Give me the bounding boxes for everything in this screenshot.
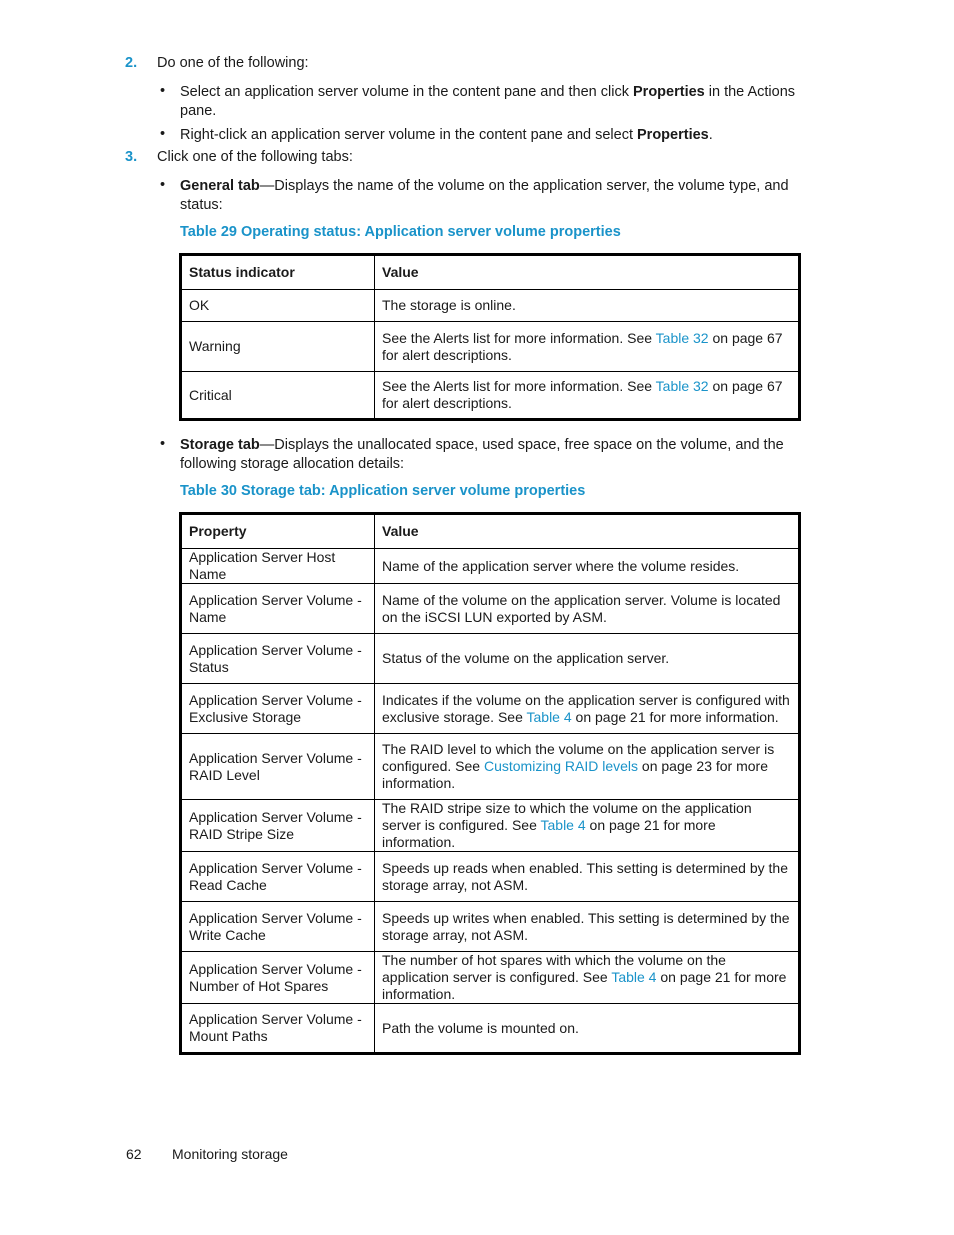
cell-value: Name of the application server where the volume resides.: [375, 549, 800, 584]
table-row: [181, 290, 800, 322]
bullet-icon: •: [160, 83, 166, 99]
bullet-text: Select an application server volume in the content pane and then click Properties in the Actions pane.: [180, 84, 796, 119]
cell-property: Application Server Volume - Read Cache: [181, 852, 375, 902]
footer-section-title: Monitoring storage: [172, 1146, 288, 1162]
cell-value: Speeds up writes when enabled. This setting is determined by the storage array, not ASM.: [375, 902, 800, 952]
cell-status: OK: [181, 290, 375, 322]
cell-value: Speeds up reads when enabled. This setting is determined by the storage array, not ASM.: [375, 852, 800, 902]
table-link[interactable]: Customizing RAID levels: [483, 758, 639, 774]
cell-property: Application Server Volume - Exclusive Storage: [181, 684, 375, 734]
column-header: Value: [375, 255, 800, 290]
table-row: [181, 684, 800, 734]
cell-value: The RAID stripe size to which the volume on the application server is configured. See Table 4 on page 21 for more information.: [375, 800, 800, 852]
table-header-row: [181, 514, 800, 549]
cell-property: Application Server Volume - RAID Level: [181, 734, 375, 800]
table-caption: Table 30 Storage tab: Application server volume properties: [180, 483, 586, 499]
storage-tab-description: Storage tab—Displays the unallocated space, used space, free space on the volume, and the following storage allocation details:: [180, 437, 784, 472]
column-header: Property: [181, 514, 375, 549]
bullet-icon: •: [160, 177, 166, 193]
cell-value: Path the volume is mounted on.: [375, 1004, 800, 1054]
cell-property: Application Server Volume - RAID Stripe Size: [181, 800, 375, 852]
column-header: Value: [375, 514, 800, 549]
cell-property: Application Server Volume - Mount Paths: [181, 1004, 375, 1054]
table-row: [181, 800, 800, 852]
table-link[interactable]: Table 4: [540, 817, 586, 833]
bullet-text: Right-click an application server volume in the content pane and select Properties.: [180, 127, 713, 143]
table-row: [181, 584, 800, 634]
column-header: Status indicator: [181, 255, 375, 290]
table-link[interactable]: Table 32: [655, 329, 709, 346]
table-row: [181, 634, 800, 684]
table-row: [181, 549, 800, 584]
table-row: [181, 1004, 800, 1054]
table-caption: Table 29 Operating status: Application server volume properties: [180, 224, 621, 240]
cell-value: See the Alerts list for more information. See Table 32 on page 67 for alert descriptions.: [375, 322, 800, 372]
cell-status: Critical: [181, 372, 375, 420]
table-link[interactable]: Table 4: [611, 969, 657, 985]
step-number: 3.: [125, 149, 138, 165]
cell-value: The number of hot spares with which the volume on the application server is configured. See Table 4 on page 21 for more information.: [375, 952, 800, 1004]
operating-status-table: [179, 253, 801, 421]
general-tab-description: General tab—Displays the name of the volume on the application server, the volume type, and status:: [180, 178, 789, 213]
table-header-row: [181, 255, 800, 290]
cell-property: Application Server Host Name: [181, 549, 375, 584]
bullet-icon: •: [160, 126, 166, 142]
table-row: [181, 734, 800, 800]
cell-value: See the Alerts list for more information. See Table 32 on page 67 for alert descriptions.: [375, 372, 800, 420]
bullet-icon: •: [160, 436, 166, 452]
table-row: [181, 372, 800, 420]
storage-properties-table: [179, 512, 801, 1055]
cell-value: The storage is online.: [375, 290, 800, 322]
table-link[interactable]: Table 4: [526, 708, 572, 725]
cell-property: Application Server Volume - Status: [181, 634, 375, 684]
step-number: 2.: [125, 55, 138, 71]
table-row: [181, 852, 800, 902]
table-link[interactable]: Table 32: [655, 378, 709, 394]
table-row: [181, 322, 800, 372]
cell-property: Application Server Volume - Write Cache: [181, 902, 375, 952]
cell-status: Warning: [181, 322, 375, 372]
cell-property: Application Server Volume - Number of Hot Spares: [181, 952, 375, 1004]
step-text: Do one of the following:: [157, 55, 309, 71]
cell-value: Name of the volume on the application server. Volume is located on the iSCSI LUN exported by ASM.: [375, 584, 800, 634]
table-row: [181, 952, 800, 1004]
table-row: [181, 902, 800, 952]
page-number: 62: [126, 1146, 142, 1162]
cell-property: Application Server Volume - Name: [181, 584, 375, 634]
cell-value: The RAID level to which the volume on the application server is configured. See Customizing RAID levels on page 23 for more information.: [375, 734, 800, 800]
cell-value: Status of the volume on the application server.: [375, 634, 800, 684]
cell-value: Indicates if the volume on the application server is configured with exclusive storage. See Table 4 on page 21 for more information.: [375, 684, 800, 734]
step-text: Click one of the following tabs:: [157, 149, 353, 165]
